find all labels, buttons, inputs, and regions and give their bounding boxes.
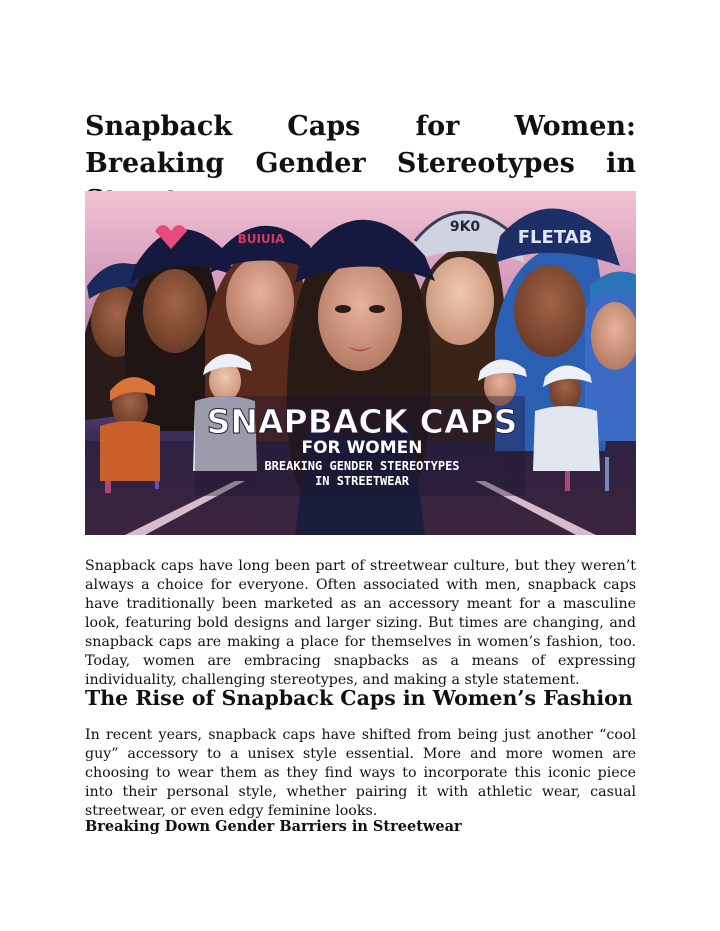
hero-subhead: FOR WOMEN [301, 438, 423, 458]
cap-text-right: FLETAB [517, 227, 593, 248]
section-heading-barriers: Breaking Down Gender Barriers in Streetwear [85, 818, 462, 835]
hero-tagline-2: IN STREETWEAR [315, 474, 409, 488]
cap-text-center-right: 9K0 [449, 219, 481, 235]
intro-paragraph: Snapback caps have long been part of streetwear culture, but they weren’t always a choice for everyone. Often associated with men, snapback caps have traditionally been marketed as an accessory meant for a masculine look, featuring bold designs and larger sizing. But times are changing, and snapback caps are making a place for themselves in women’s fashion, too. Today, women are embracing snapbacks as a means of expressing individuality, challenging stereotypes, and making a style statement. [85, 558, 636, 688]
hero-image [85, 191, 636, 535]
hero-illustration [85, 191, 636, 535]
hero-tagline-1: BREAKING GENDER STEREOTYPES [264, 459, 460, 473]
hero-headline: SNAPBACK CAPS [206, 402, 518, 441]
cap-text-left: BUIUIA [237, 232, 285, 246]
section-heading-rise: The Rise of Snapback Caps in Women’s Fashion [85, 686, 633, 710]
document-title: Snapback Caps for Women: Breaking Gender Stereotypes in [85, 111, 636, 179]
section-paragraph-rise: In recent years, snapback caps have shifted from being just another “cool guy” accessory to a unisex style essential. More and more women are choosing to wear them as they find ways to incorporate this iconic piece into their personal style, whether pairing it with athletic wear, casual streetwear, or even edgy feminine looks. [85, 727, 636, 819]
